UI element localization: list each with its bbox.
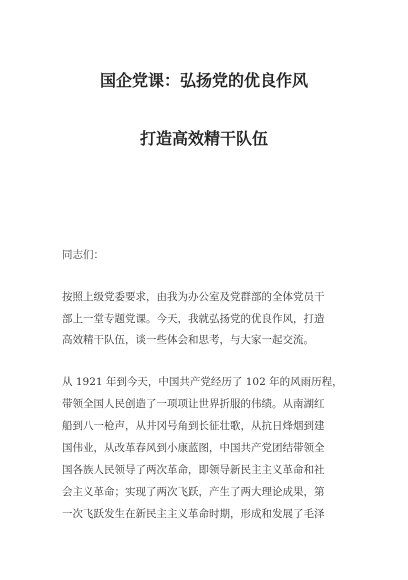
paragraph-line: 船到八一枪声，从井冈号角到长征壮歌，从抗日烽烟到建 — [62, 420, 325, 432]
paragraph-2 — [62, 371, 362, 525]
paragraph-line: 国各族人民领导了两次革命，即领导新民主主义革命和社 — [62, 464, 325, 476]
paragraph-line: 一次飞跃发生在新民主主义革命时期，形成和发展了毛泽 — [62, 508, 325, 520]
document-subtitle: 打造高效精干队伍 — [139, 129, 268, 148]
paragraph-line: 按照上级党委要求，由我为办公室及党群部的全体党员干 — [62, 291, 325, 303]
document-title: 国企党课：弘扬党的优良作风 — [99, 71, 308, 90]
paragraph-line: 部上一堂专题党课。今天，我就弘扬党的优良作风，打造 — [62, 312, 325, 325]
greeting: 同志们： — [62, 249, 104, 261]
paragraph-line: 会主义革命；实现了两次飞跃，产生了两大理论成果，第 — [62, 486, 325, 498]
paragraph-line: 带领全国人民创造了一项项让世界折服的伟绩。从南湖红 — [62, 398, 325, 410]
paragraph-line: 国伟业，从改革春风到小康蓝图，中国共产党团结带领全 — [62, 442, 325, 454]
paragraph-line: 从 1921 年到今天，中国共产党经历了 102 年的风雨历程， — [62, 376, 343, 388]
paragraph-line: 高效精干队伍，谈一些体会和思考，与大家一起交流。 — [62, 334, 314, 346]
paragraph-1 — [62, 287, 362, 352]
